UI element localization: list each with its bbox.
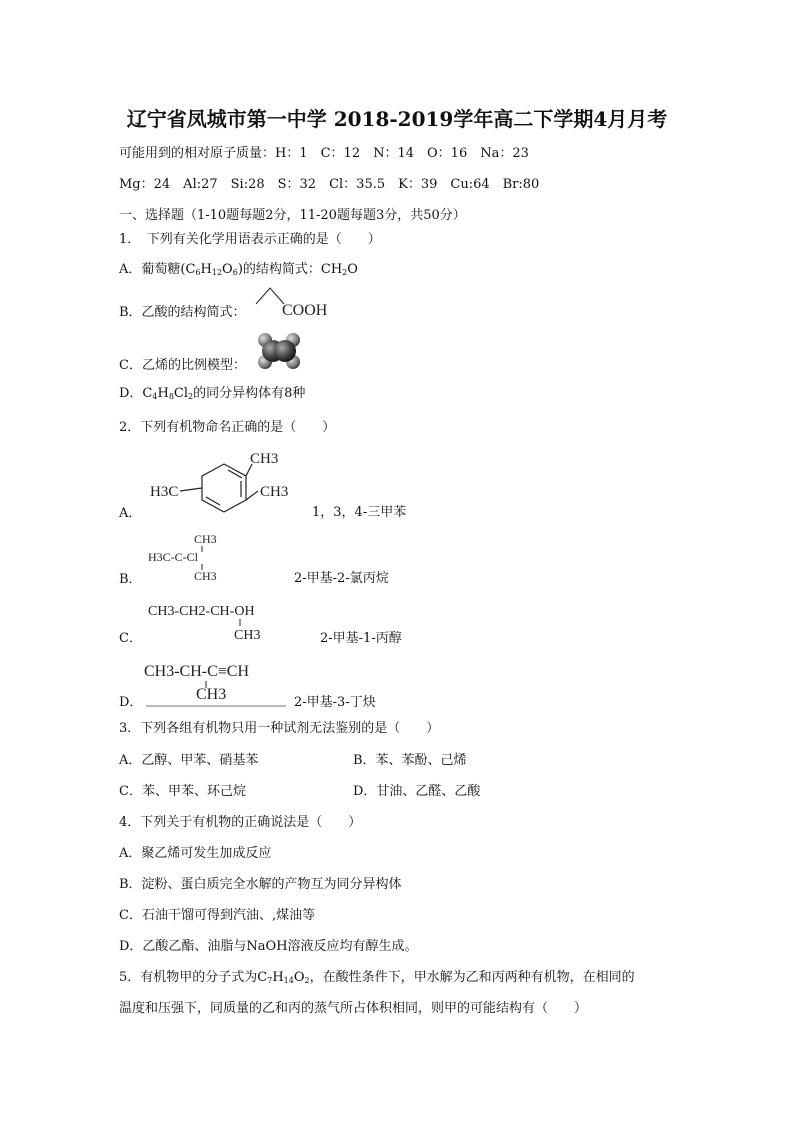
q4-option-d: D．乙酸乙酯、油脂与NaOH溶液反应均有醇生成。 xyxy=(119,939,418,954)
q3-option-b: B．苯、苯酚、己烯 xyxy=(353,753,467,768)
q2-option-c-label: C． xyxy=(119,631,142,646)
svg-text:CH3-CH-C≡CH: CH3-CH-C≡CH xyxy=(144,663,250,680)
q1-option-c: C．乙烯的比例模型： xyxy=(119,358,246,373)
q2-option-b-name: 2-甲基-2-氯丙烷 xyxy=(294,571,389,586)
svg-text:CH3: CH3 xyxy=(234,628,261,643)
svg-text:CH3: CH3 xyxy=(196,686,227,703)
q3-option-a: A．乙醇、甲苯、硝基苯 xyxy=(119,753,259,768)
methylbutyne-structure xyxy=(144,656,294,710)
svg-text:CH3: CH3 xyxy=(194,532,217,546)
q1-option-a: A．葡萄糖$(C_6H_{12}O_6)$的结构简式：$CH_2O$ xyxy=(119,262,358,277)
page-title: 辽宁省凤城市第一中学 2018-2019学年高二下学期4月月考 xyxy=(126,107,668,131)
q3-stem: 3．下列各组有机物只用一种试剂无法鉴别的是（ ） xyxy=(119,721,440,736)
q4-option-b: B．淀粉、蛋白质完全水解的产物互为同分异构体 xyxy=(119,877,402,892)
q5-line-1: 5．有机物甲的分子式为$C_7H_{14}O_2$，在酸性条件下，甲水解为乙和丙两种有机物，在相同的 xyxy=(119,970,635,985)
svg-text:CH3: CH3 xyxy=(260,484,289,500)
q1-option-b: B．乙酸的结构简式： xyxy=(119,305,246,320)
q4-option-a: A．聚乙烯可发生加成反应 xyxy=(119,846,272,861)
chloro-methylpropane-structure xyxy=(148,530,258,584)
atomic-mass-line-2: Mg：24 Al:27 Si:28 S：32 Cl：35.5 K：39 Cu:64 Br:80 xyxy=(119,177,540,192)
q1-stem: 1． 下列有关化学用语表示正确的是（ ） xyxy=(119,232,381,247)
trimethylbenzene-structure xyxy=(148,444,308,524)
svg-text:CH3-CH2-CH-OH: CH3-CH2-CH-OH xyxy=(148,604,255,619)
q2-option-b-label: B． xyxy=(119,572,142,587)
atomic-mass-line-1: 可能用到的相对原子质量：H：1 C：12 N：14 O：16 Na：23 xyxy=(119,146,529,161)
q2-option-d-name: 2-甲基-3-丁炔 xyxy=(294,695,376,710)
q2-option-d-label: D． xyxy=(119,695,143,710)
section-heading: 一、选择题（1-10题每题2分，11-20题每题3分，共50分） xyxy=(119,208,466,223)
acetic-acid-structure xyxy=(250,286,350,322)
q2-stem: 2．下列有机物命名正确的是（ ） xyxy=(119,420,336,435)
svg-text:H3C-C-Cl: H3C-C-Cl xyxy=(148,550,199,564)
q2-option-a-label: A． xyxy=(119,506,142,521)
q4-option-c: C．石油干馏可得到汽油、,煤油等 xyxy=(119,908,316,923)
q5-line-2: 温度和压强下，同质量的乙和丙的蒸气所占体积相同，则甲的可能结构有（ ） xyxy=(119,1001,588,1016)
q2-option-c-name: 2-甲基-1-丙醇 xyxy=(320,631,402,646)
svg-text:CH3: CH3 xyxy=(194,569,217,583)
svg-text:H3C: H3C xyxy=(150,484,179,500)
methylpropanol-structure xyxy=(148,598,298,646)
svg-text:CH3: CH3 xyxy=(250,451,279,467)
q2-option-a-name: 1，3，4-三甲苯 xyxy=(312,505,407,520)
ethylene-space-filling-model xyxy=(254,330,304,372)
q4-stem: 4．下列关于有机物的正确说法是（ ） xyxy=(119,815,362,830)
acetic-acid-cooh: COOH xyxy=(282,302,328,319)
q3-option-c: C．苯、甲苯、环己烷 xyxy=(119,784,246,799)
q1-option-d: D．$C_4H_8Cl_2$的同分异构体有8种 xyxy=(119,386,306,401)
q3-option-d: D．甘油、乙醛、乙酸 xyxy=(353,784,481,799)
